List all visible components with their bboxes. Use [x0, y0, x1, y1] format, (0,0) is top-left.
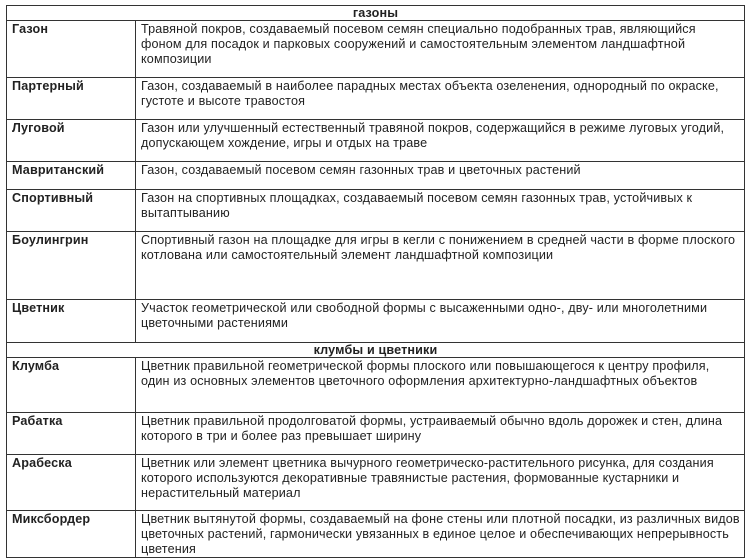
glossary-table [6, 5, 745, 558]
table-row [7, 511, 745, 558]
section-title: клумбы и цветники [7, 343, 745, 358]
term-cell: Миксбордер [7, 511, 136, 558]
table-row [7, 190, 745, 232]
definition-cell: Газон, создаваемый посевом семян газонных трав и цветочных растений [136, 162, 745, 190]
table-row [7, 358, 745, 413]
definition-cell: Цветник правильной продолговатой формы, устраиваемый обычно вдоль дорожек и стен, длина которого в три и более раз превышает ширину [136, 413, 745, 455]
term-cell: Мавританский [7, 162, 136, 190]
definition-cell: Цветник вытянутой формы, создаваемый на фоне стены или плотной посадки, из различных видов цветочных растений, гармонически увязанных в единое целое и обеспечивающих непрерывность цветения [136, 511, 745, 558]
term-cell: Спортивный [7, 190, 136, 232]
section-header-flowerbeds [7, 343, 745, 358]
term-cell: Арабеска [7, 455, 136, 511]
table-row [7, 78, 745, 120]
term-cell: Партерный [7, 78, 136, 120]
section-header-lawns [7, 6, 745, 21]
table-row [7, 232, 745, 300]
definition-cell: Газон, создаваемый в наиболее парадных местах объекта озеленения, однородный по окраске, густоте и высоте травостоя [136, 78, 745, 120]
definition-cell: Цветник или элемент цветника вычурного геометрическо-растительного рисунка, для создания которого используются декоративные травянистые растения, формованные кустарники и нерастительный материал [136, 455, 745, 511]
table-row [7, 162, 745, 190]
table-row [7, 413, 745, 455]
term-cell: Клумба [7, 358, 136, 413]
table-row [7, 120, 745, 162]
table-row [7, 21, 745, 78]
table-row [7, 300, 745, 343]
section-title: газоны [7, 6, 745, 21]
definition-cell: Газон или улучшенный естественный травяной покров, содержащийся в режиме луговых угодий, допускающем хождение, игры и отдых на траве [136, 120, 745, 162]
definition-cell: Цветник правильной геометрической формы плоского или повышающегося к центру профиля, один из основных элементов цветочного оформления архитектурно-ландшафтных объектов [136, 358, 745, 413]
term-cell: Боулингрин [7, 232, 136, 300]
term-cell: Цветник [7, 300, 136, 343]
definition-cell: Участок геометрической или свободной формы с высаженными одно-, дву- или многолетними цветочными растениями [136, 300, 745, 343]
definition-cell: Газон на спортивных площадках, создаваемый посевом семян газонных трав, устойчивых к вытаптыванию [136, 190, 745, 232]
term-cell: Газон [7, 21, 136, 78]
definition-cell: Спортивный газон на площадке для игры в кегли с понижением в средней части в форме плоского котлована или самостоятельный элемент ландшафтной композиции [136, 232, 745, 300]
term-cell: Рабатка [7, 413, 136, 455]
definition-cell: Травяной покров, создаваемый посевом семян специально подобранных трав, являющийся фоном для посадок и парковых сооружений и самостоятельным элементом ландшафтной композиции [136, 21, 745, 78]
term-cell: Луговой [7, 120, 136, 162]
table-row [7, 455, 745, 511]
